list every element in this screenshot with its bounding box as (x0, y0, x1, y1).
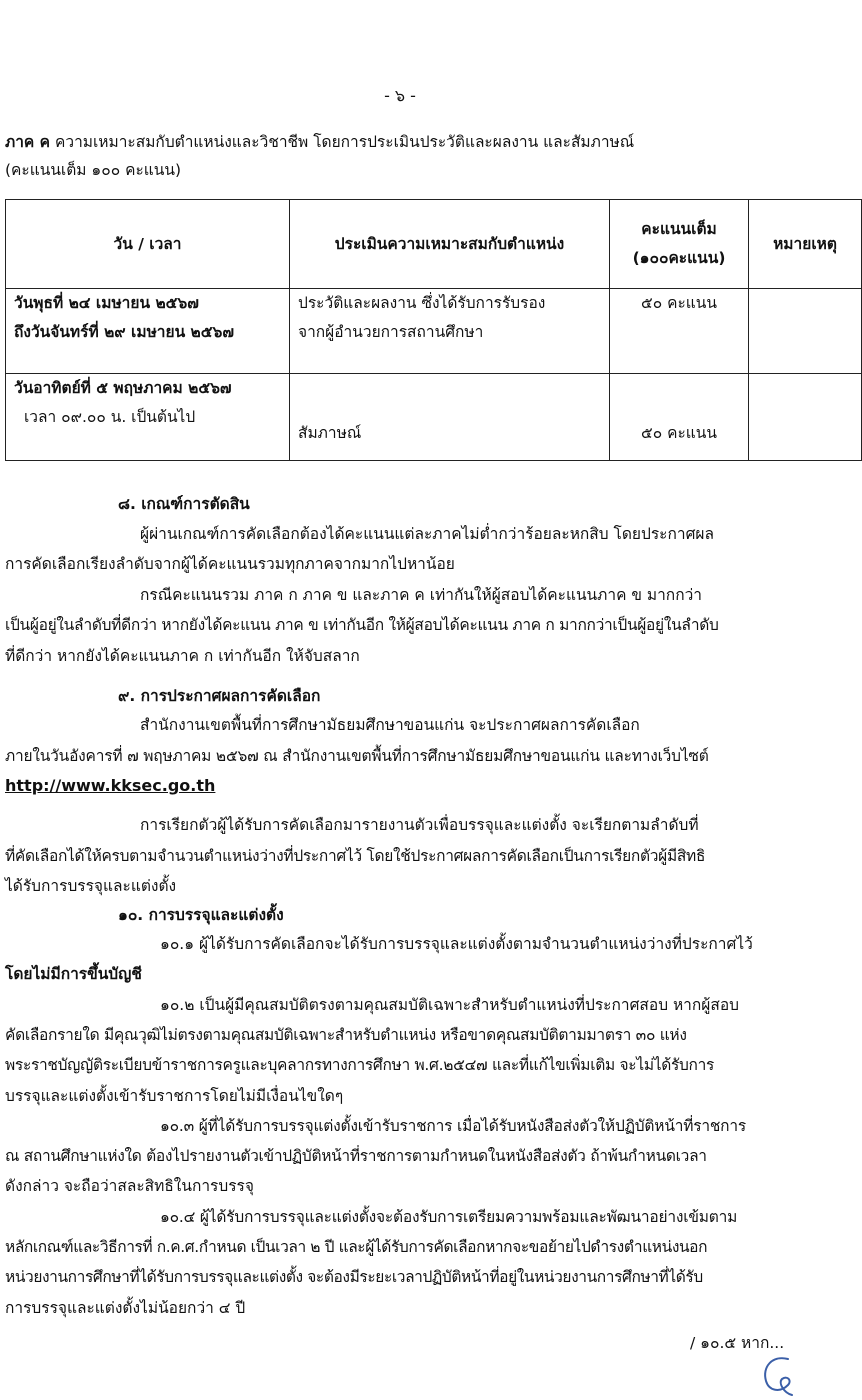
section9-line: ภายในวันอังคารที่ ๗ พฤษภาคม ๒๕๖๗ ณ สำนักงานเขตพื้นที่การศึกษามัธยมศึกษาขอนแก่น และทางเว็บไซต์ (5, 747, 709, 765)
header-remark: หมายเหตุ (749, 200, 862, 289)
section10-p4-line: ๑๐.๔ ผู้ได้รับการบรรจุและแต่งตั้งจะต้องรับการเตรียมความพร้อมและพัฒนาอย่างเข้มตาม (160, 1208, 738, 1226)
assessment-table (5, 199, 862, 461)
section10-p3-line: ๑๐.๓ ผู้ที่ได้รับการบรรจุแต่งตั้งเข้ารับราชการ เมื่อได้รับหนังสือส่งตัวให้ปฏิบัติหน้าที่ราชการ (160, 1117, 746, 1135)
section9-heading: ๙. การประกาศผลการคัดเลือก (118, 687, 321, 705)
section8-line: ที่ดีกว่า หากยังได้คะแนนภาค ก เท่ากันอีก ให้จับสลาก (5, 647, 360, 665)
table-header-row (6, 200, 862, 289)
section8-line: ผู้ผ่านเกณฑ์การคัดเลือกต้องได้คะแนนแต่ละภาคไม่ต่ำกว่าร้อยละหกสิบ โดยประกาศผล (140, 525, 714, 543)
section9-line: สำนักงานเขตพื้นที่การศึกษามัธยมศึกษาขอนแก่น จะประกาศผลการคัดเลือก (140, 716, 640, 734)
header-score-line2: (๑๐๐คะแนน) (632, 249, 726, 267)
section10-p2-line: พระราชบัญญัติระเบียบข้าราชการครูและบุคลากรทางการศึกษา พ.ศ.๒๕๔๗ และที่แก้ไขเพิ่มเติม จะไม่ได้รับการ (5, 1056, 715, 1074)
continuation-text: / ๑๐.๕ หาก... (690, 1334, 785, 1352)
row2-date-line1: วันอาทิตย์ที่ ๕ พฤษภาคม ๒๕๖๗ (14, 379, 232, 397)
section9-line: การเรียกตัวผู้ได้รับการคัดเลือกมารายงานตัวเพื่อบรรจุและแต่งตั้ง จะเรียกตามลำดับที่ (140, 816, 699, 834)
header-score-line1: คะแนนเต็ม (641, 220, 717, 238)
page-number: - ๖ - (384, 86, 416, 105)
row1-date (6, 289, 290, 374)
section8-heading: ๘. เกณฑ์การตัดสิน (118, 495, 250, 513)
row2-assessment: สัมภาษณ์ (290, 374, 610, 461)
section-c-text: ความเหมาะสมกับตำแหน่งและวิชาชีพ โดยการประเมินประวัติและผลงาน และสัมภาษณ์ (55, 133, 635, 151)
section-c-label: ภาค ค (5, 133, 51, 151)
section10-p2-line: ๑๐.๒ เป็นผู้มีคุณสมบัติตรงตามคุณสมบัติเฉพาะสำหรับตำแหน่งที่ประกาศสอบ หากผู้สอบ (160, 996, 739, 1014)
section10-p2-line: บรรจุและแต่งตั้งเข้ารับราชการโดยไม่มีเงื่อนไขใดๆ (5, 1087, 344, 1105)
section10-p3-line: ณ สถานศึกษาแห่งใด ต้องไปรายงานตัวเข้าปฏิบัติหน้าที่ราชการตามกำหนดในหนังสือส่งตัว ถ้าพ้นกำหนดเวลา (5, 1147, 707, 1165)
row1-assessment-line2: จากผู้อำนวยการสถานศึกษา (298, 323, 484, 341)
section9-line: ได้รับการบรรจุและแต่งตั้ง (5, 877, 177, 895)
row2-date (6, 374, 290, 461)
row2-date-line2: เวลา ๐๙.๐๐ น. เป็นต้นไป (24, 408, 196, 426)
section10-p4-line: การบรรจุและแต่งตั้งไม่น้อยกว่า ๔ ปี (5, 1299, 246, 1317)
row2-score: ๕๐ คะแนน (610, 374, 749, 461)
header-date: วัน / เวลา (6, 200, 290, 289)
section10-p4-line: หลักเกณฑ์และวิธีการที่ ก.ค.ศ.กำหนด เป็นเวลา ๒ ปี และผู้ได้รับการคัดเลือกหากจะขอย้ายไปดำรงตำแหน่งนอก (5, 1238, 708, 1256)
row1-remark (749, 289, 862, 374)
section10-heading: ๑๐. การบรรจุและแต่งตั้ง (118, 906, 284, 924)
section10-p1-line: ๑๐.๑ ผู้ได้รับการคัดเลือกจะได้รับการบรรจุและแต่งตั้งตามจำนวนตำแหน่งว่างที่ประกาศไว้ (160, 935, 753, 953)
row2-remark (749, 374, 862, 461)
row1-assessment-line1: ประวัติและผลงาน ซึ่งได้รับการรับรอง (298, 294, 546, 312)
handwritten-initial-icon (758, 1353, 796, 1397)
header-score (610, 200, 749, 289)
section10-p4-line: หน่วยงานการศึกษาที่ได้รับการบรรจุและแต่งตั้ง จะต้องมีระยะเวลาปฏิบัติหน้าที่อยู่ในหน่วยงานการศึกษาที่ได้รับ (5, 1268, 703, 1286)
table-row (6, 374, 862, 461)
section8-line: การคัดเลือกเรียงลำดับจากผู้ได้คะแนนรวมทุกภาคจากมากไปหาน้อย (5, 555, 455, 573)
section-c-full-score: (คะแนนเต็ม ๑๐๐ คะแนน) (5, 161, 182, 179)
row1-assessment (290, 289, 610, 374)
row1-score: ๕๐ คะแนน (610, 289, 749, 374)
section-c-title (5, 130, 634, 154)
section10-p2-line: คัดเลือกรายใด มีคุณวุฒิไม่ตรงตามคุณสมบัติเฉพาะสำหรับตำแหน่ง หรือขาดคุณสมบัติตามมาตรา ๓๐ แห่ง (5, 1026, 687, 1044)
section10-p3-line: ดังกล่าว จะถือว่าสละสิทธิในการบรรจุ (5, 1177, 254, 1195)
website-link[interactable]: http://www.kksec.go.th (5, 776, 216, 795)
section10-p1-line: โดยไม่มีการขึ้นบัญชี (5, 965, 142, 983)
row1-date-line1: วันพุธที่ ๒๔ เมษายน ๒๕๖๗ (14, 294, 199, 312)
section8-line: กรณีคะแนนรวม ภาค ก ภาค ข และภาค ค เท่ากันให้ผู้สอบได้คะแนนภาค ข มากกว่า (140, 586, 702, 604)
section9-line: ที่คัดเลือกได้ให้ครบตามจำนวนตำแหน่งว่างที่ประกาศไว้ โดยใช้ประกาศผลการคัดเลือกเป็นการเรียกตัวผู้มีสิทธิ (5, 847, 706, 865)
section8-line: เป็นผู้อยู่ในลำดับที่ดีกว่า หากยังได้คะแนน ภาค ข เท่ากันอีก ให้ผู้สอบได้คะแนน ภาค ก มากกว่าเป็นผู้อยู่ในลำดับ (5, 616, 719, 634)
header-assessment: ประเมินความเหมาะสมกับตำแหน่ง (290, 200, 610, 289)
table-row (6, 289, 862, 374)
row1-date-line2: ถึงวันจันทร์ที่ ๒๙ เมษายน ๒๕๖๗ (14, 323, 235, 341)
